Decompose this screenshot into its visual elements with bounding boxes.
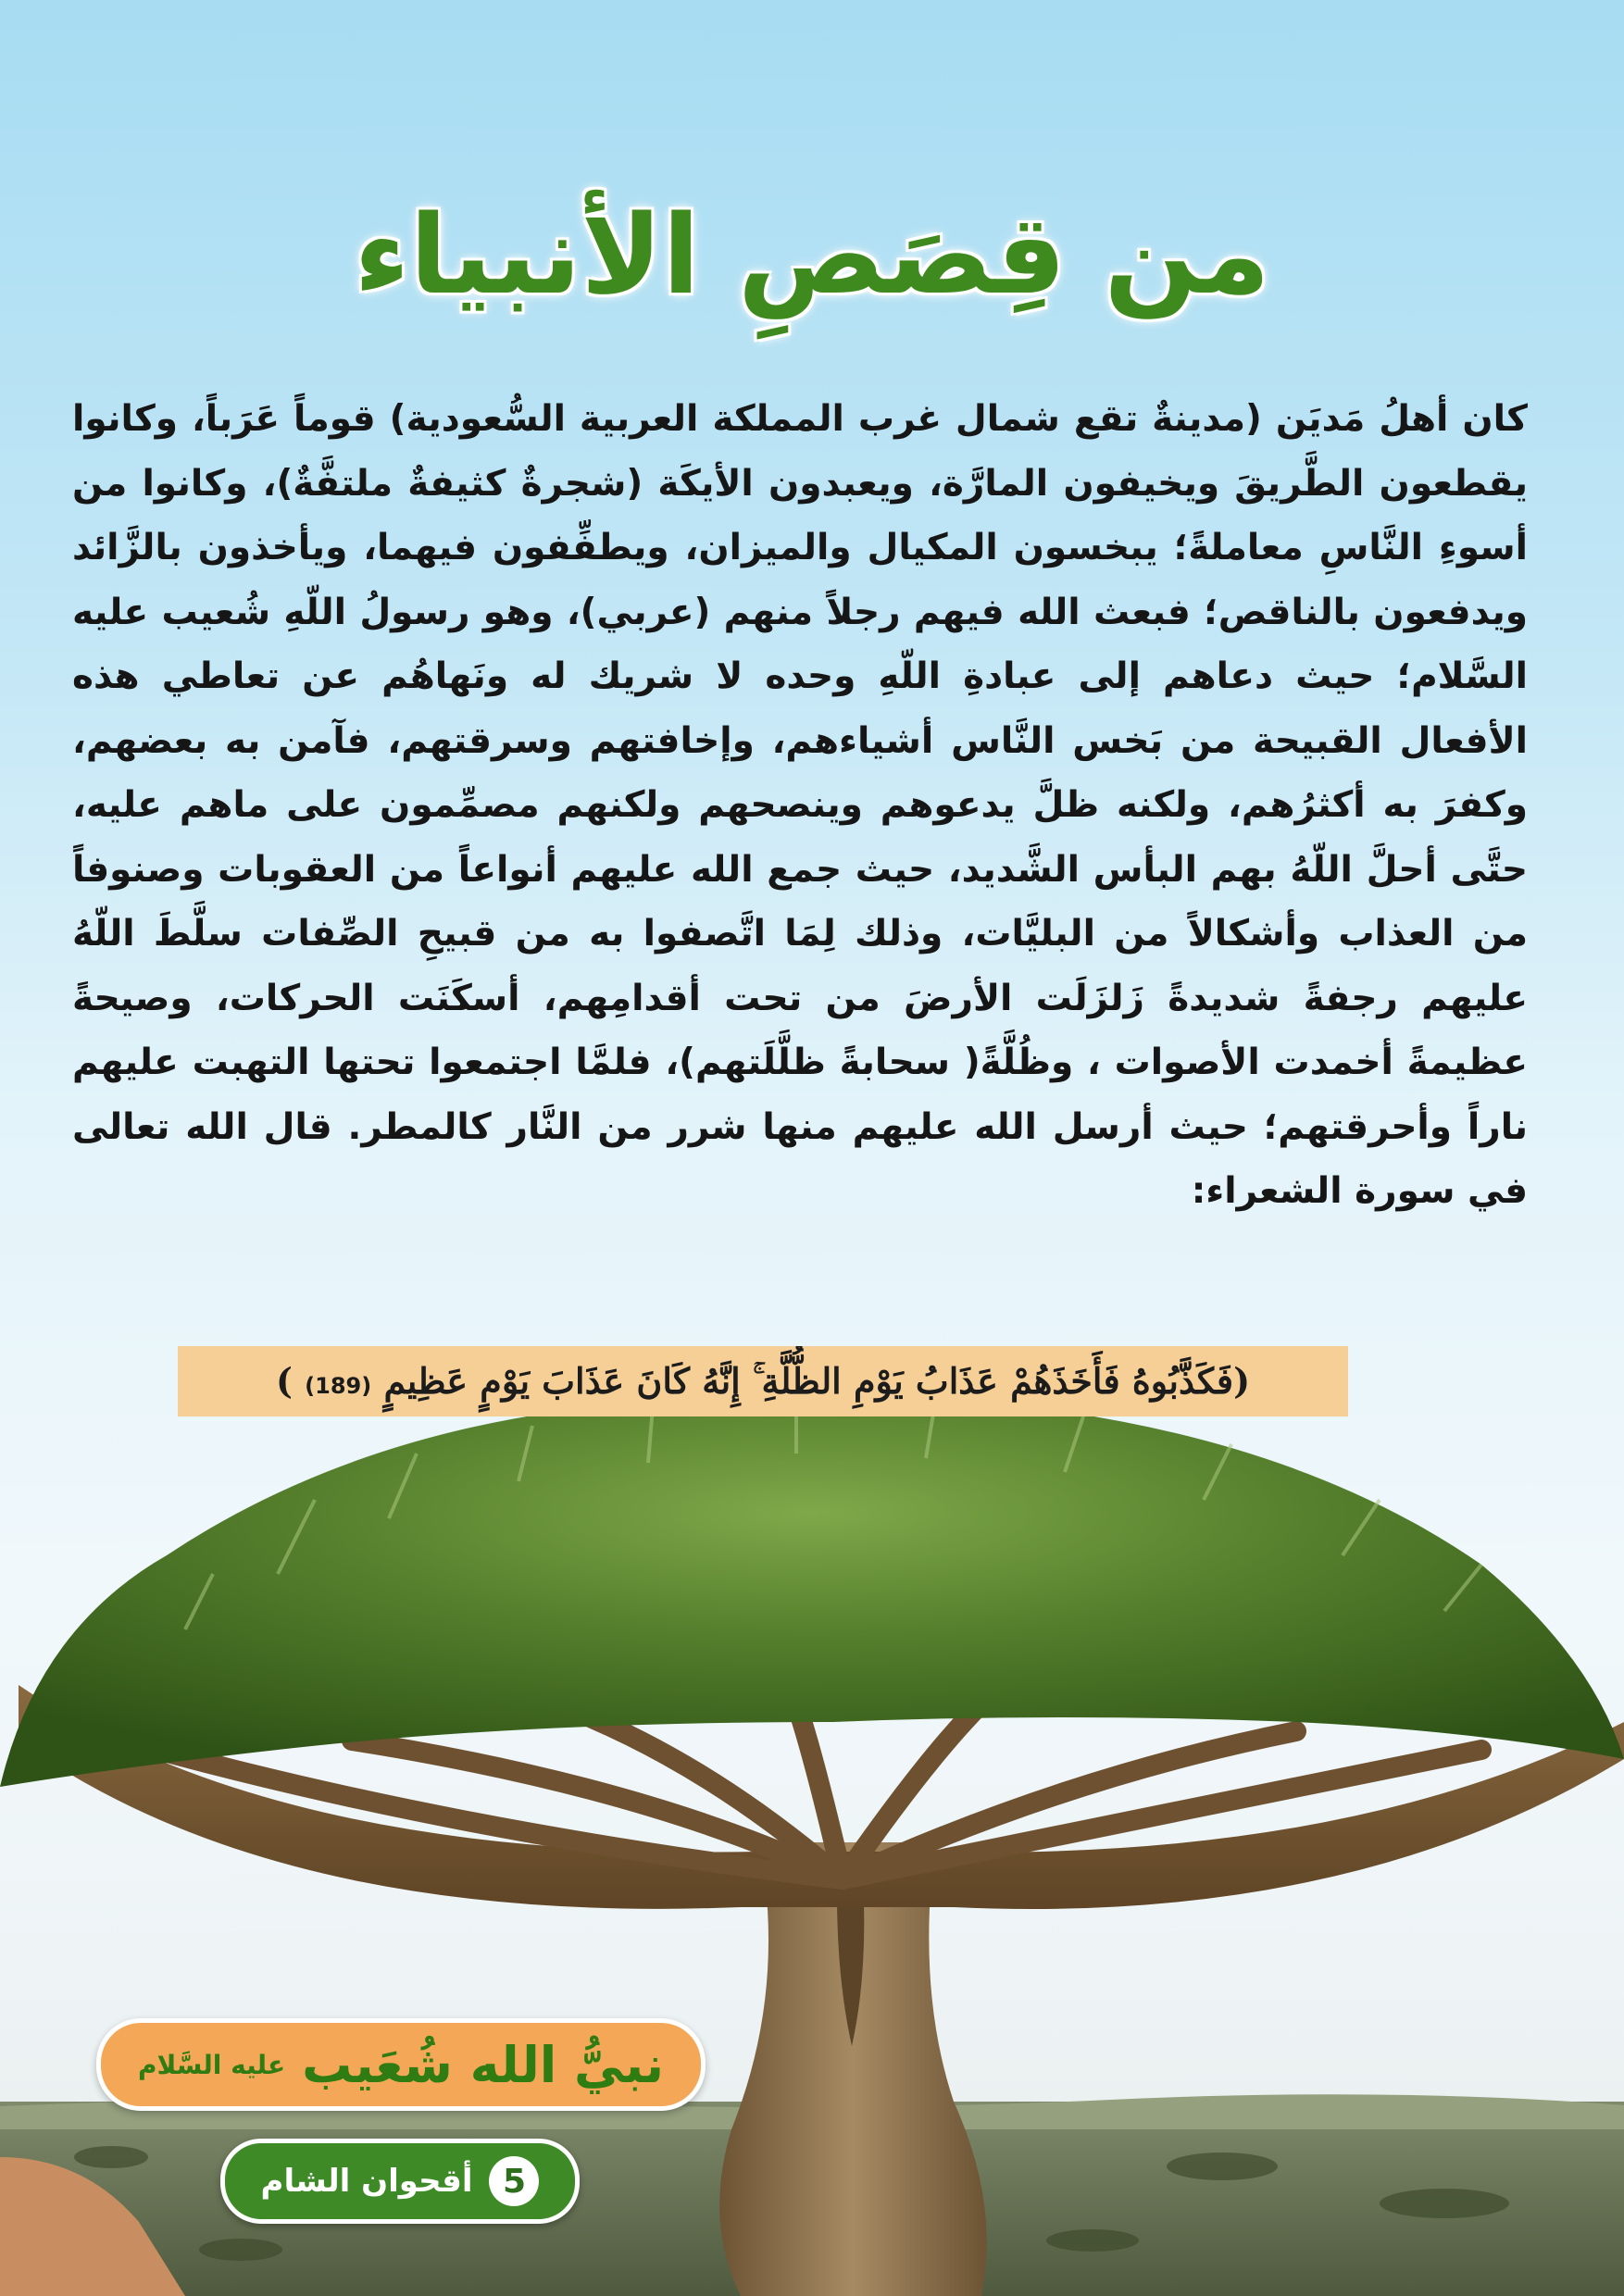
page-number: 5 (489, 2156, 539, 2206)
prophet-honorific: عليه السَّلام (137, 2049, 286, 2080)
page-title: من قِصَصِ الأنبياء (354, 191, 1270, 318)
verse-open-bracket: ( (1233, 1360, 1251, 1402)
prophet-name-badge (96, 2018, 706, 2111)
story-paragraph: كان أهلُ مَديَن (مدينةٌ تقع شمال غرب المملكة العربية السُّعودية) قوماً عَرَباً، وكانوا يقطعون الطَّريقَ ويخيفون المارَّة، ويعبدون الأيكَة (شجرةٌ كثيفةٌ ملتفَّةٌ)، وكانوا من أسوءِ النَّاسِ معاملةً؛ يبخسون المكيال والميزان، ويطفِّفون فيهما، ويأخذون بالزَّائد ويدفعون بالناقص؛ فبعث الله فيهم رجلاً منهم (عربي)، وهو رسولُ اللّهِ شُعيب عليه السَّلام؛ حيث دعاهم إلى عبادةِ اللّهِ وحده لا شريك له ونَهاهُم عن تعاطي هذه الأفعال القبيحة من بَخس النَّاس أشياءهم، وإخافتهم وسرقتهم، فآمن به بعضهم، وكفرَ به أكثرُهم، ولكنه ظلَّ يدعوهم وينصحهم ولكنهم مصمِّمون على ماهم عليه، حتَّى أحلَّ اللّهُ بهم البأس الشَّديد، حيث جمع الله عليهم أنواعاً من العقوبات وصنوفاً من العذاب وأشكالاً من البليَّات، وذلك لِمَا اتَّصفوا به من قبيحِ الصِّفات سلَّطَ اللّهُ عليهم رجفةً شديدةً زَلزَلَت الأرضَ من تحت أقدامِهم، أسكَنَت الحركات، وصيحةً عظيمةً أخمدت الأصوات ، وظُلَّةً( سحابةً ظلَّلَتهم)، فلمَّا اجتمعوا تحتها التهبت عليهم ناراً وأحرقتهم؛ حيث أرسل الله عليهم منها شرر من النَّار كالمطر. قال الله تعالى في سورة الشعراء: (72, 398, 1528, 1212)
prophet-name: نبيُّ الله شُعَيب (302, 2035, 665, 2094)
section-name: أقحوان الشام (260, 2163, 473, 2200)
page-footer-badge (220, 2139, 580, 2224)
verse-text: فَكَذَّبُوهُ فَأَخَذَهُمْ عَذَابُ يَوْمِ الظُّلَّةِ ۚ إِنَّهُ كَانَ عَذَابَ يَوْمٍ عَظِيمٍ (383, 1360, 1234, 1402)
verse-close-bracket: ) (275, 1360, 293, 1402)
verse-number: (189) (305, 1373, 372, 1399)
quran-verse-box (178, 1346, 1348, 1416)
